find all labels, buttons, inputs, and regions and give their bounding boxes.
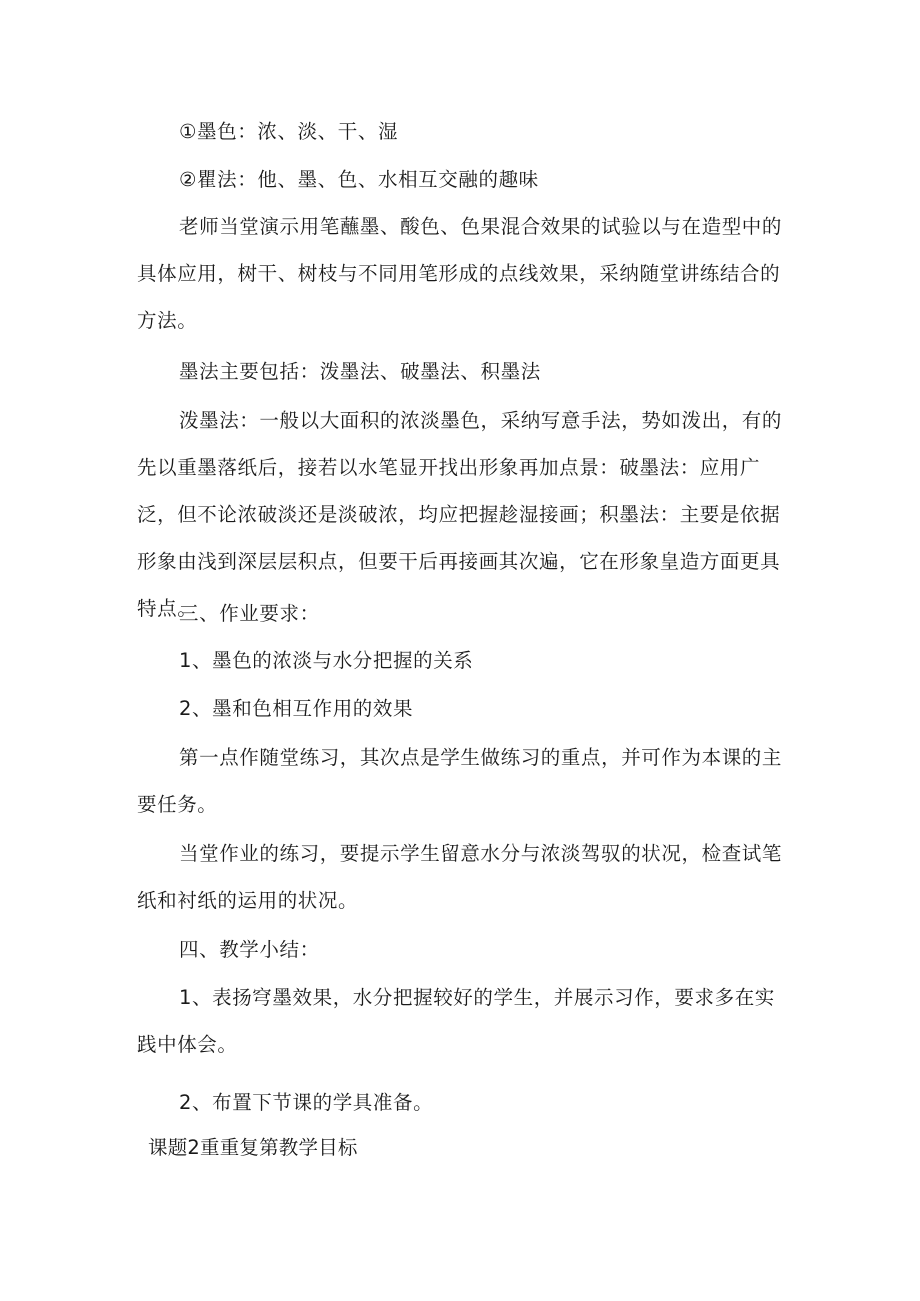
paragraph-ink-methods: 墨法主要包括：泼墨法、破墨法、积墨法 — [179, 360, 541, 383]
paragraph-teacher-demo: 老师当堂演示用笔蘸墨、酸色、色果混合效果的试验以与在造型中的具体应用，树干、树枝与不同用笔形成的点线效果，采纳随堂讲练结合的方法。 — [137, 215, 783, 332]
paragraph-homework-note: 当堂作业的练习，要提示学生留意水分与浓淡驾驭的状况，检查试笔纸和衬纸的运用的状况。 — [137, 842, 783, 912]
list-item-summary-1: 1、表扬穹墨效果，水分把握较好的学生，并展示习作，要求多在实践中体会。 — [137, 986, 775, 1056]
section-heading-homework: 三、作业要求： — [179, 602, 320, 625]
list-item-summary-2: 2、布置下节课的学具准备。 — [179, 1091, 434, 1114]
section-heading-summary: 四、教学小结： — [179, 938, 320, 961]
paragraph-practice-note: 第一点作随堂练习，其次点是学生做练习的重点，并可作为本课的主要任务。 — [137, 746, 783, 816]
paragraph-ink-colors: ①墨色：浓、淡、干、湿 — [179, 120, 399, 143]
next-lesson-heading: 课题2重重复第教学目标 — [148, 1136, 358, 1159]
list-item-homework-1: 1、墨色的浓淡与水分把握的关系 — [179, 649, 474, 672]
paragraph-method: ②瞿法：他、墨、色、水相互交融的趣味 — [179, 168, 539, 191]
list-item-homework-2: 2、墨和色相互作用的效果 — [179, 697, 414, 720]
paragraph-splash-ink: 泼墨法：一般以大面积的浓淡墨色，采纳写意手法，势如泼出，有的先以重墨落纸后，接若以水笔显开找出形象再加点景：破墨法：应用广泛，但不论浓破淡还是淡破浓，均应把握趁湿接画；积墨法：主要是依据形象由浅到深层层积点，但要干后再接画其次遍，它在形象皇造方面更具特点。 — [137, 409, 783, 620]
